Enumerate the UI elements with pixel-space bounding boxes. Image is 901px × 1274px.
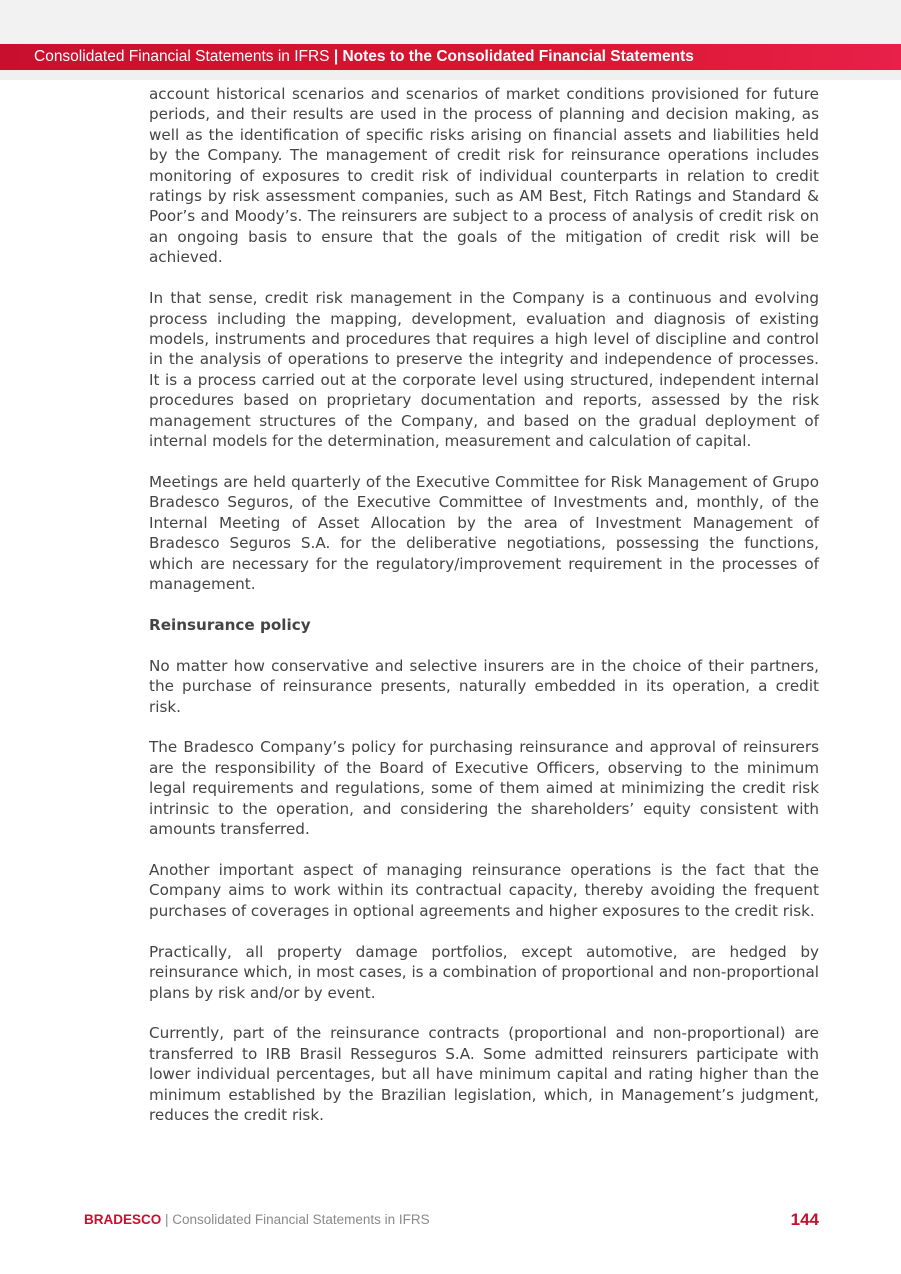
paragraph-meetings: Meetings are held quarterly of the Executive Committee for Risk Management of Grupo Bradesco Seguros, of the Executive Committee of Investments and, monthly, of the Internal Meeting of Asset Allocation by the area of Investment Management of Bradesco Seguros S.A. for the deliberative negotiations, possessing the functions, which are necessary for the regulatory/improvement requirement in the processes of management. xyxy=(149,472,819,593)
paragraph-irb-brasil: Currently, part of the reinsurance contracts (proportional and non-proportional) are transferred to IRB Brasil Resseguros S.A. Some admitted reinsurers participate with lower individual percentages, but all have minimum capital and rating higher than the minimum established by the Brazilian legislation, which, in Management’s judgment, reduces the credit risk. xyxy=(149,1024,819,1125)
footer-brand: BRADESCO xyxy=(84,1212,162,1227)
paragraph-reinsurance-policy: The Bradesco Company’s policy for purchasing reinsurance and approval of reinsurers are the responsibility of the Board of Executive Officers, observing to the minimum legal requirements and regulations, some of them aimed at minimizing the credit risk intrinsic to the operation, and considering the shareholders’ equity consistent with amounts transferred. xyxy=(149,738,819,839)
header-title xyxy=(34,44,694,70)
header-shadow xyxy=(0,70,901,80)
page-header xyxy=(0,44,901,70)
page-footer xyxy=(84,1210,819,1232)
paragraph-credit-risk-management: In that sense, credit risk management in the Company is a continuous and evolving process including the mapping, development, evaluation and diagnosis of existing models, instruments and procedures that requires a high level of discipline and control in the analysis of operations to preserve the integrity and independence of processes. It is a process carried out at the corporate level using structured, independent internal procedures based on proprietary documentation and reports, assessed by the risk management structures of the Company, and based on the gradual deployment of internal models for the determination, measurement and calculation of capital. xyxy=(149,289,819,450)
main-content xyxy=(149,84,819,1146)
page-number: 144 xyxy=(790,1210,819,1229)
header-subsection: Notes to the Consolidated Financial Statements xyxy=(342,48,694,65)
section-heading-reinsurance-policy: Reinsurance policy xyxy=(149,615,311,634)
paragraph-contractual-capacity: Another important aspect of managing reinsurance operations is the fact that the Company aims to work within its contractual capacity, thereby avoiding the frequent purchases of coverages in optional agreements and higher exposures to the credit risk. xyxy=(149,861,819,920)
header-separator: | xyxy=(329,48,343,65)
paragraph-property-damage: Practically, all property damage portfolios, except automotive, are hedged by reinsurance which, in most cases, is a combination of proportional and non-proportional plans by risk and/or by event. xyxy=(149,942,819,1002)
paragraph-credit-risk-scenarios: account historical scenarios and scenarios of market conditions provisioned for future periods, and their results are used in the process of planning and decision making, as well as the identification of specific risks arising on financial assets and liabilities held by the Company. The management of credit risk for reinsurance operations includes monitoring of exposures to credit risk of individual counterparts in relation to credit ratings by risk assessment companies, such as AM Best, Fitch Ratings and Standard & Poor’s and Moody’s. The reinsurers are subject to a process of analysis of credit risk on an ongoing basis to ensure that the goals of the mitigation of credit risk will be achieved. xyxy=(149,85,819,267)
footer-title xyxy=(84,1212,430,1227)
footer-document-title: Consolidated Financial Statements in IFRS xyxy=(172,1212,430,1227)
top-margin xyxy=(0,0,901,44)
header-section: Consolidated Financial Statements in IFRS xyxy=(34,48,330,65)
paragraph-reinsurance-credit-risk: No matter how conservative and selective insurers are in the choice of their partners, the purchase of reinsurance presents, naturally embedded in its operation, a credit risk. xyxy=(149,656,819,716)
footer-separator: | xyxy=(161,1212,173,1227)
